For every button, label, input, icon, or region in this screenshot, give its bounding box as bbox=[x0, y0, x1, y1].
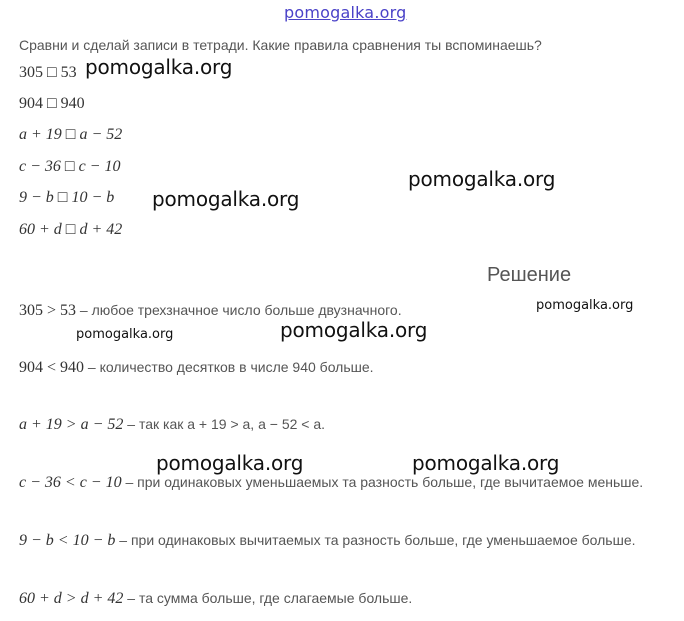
answer-1-text: – любое трехзначное число больше двузначного. bbox=[76, 302, 402, 318]
answer-6 bbox=[19, 590, 412, 608]
answer-5-text: – при одинаковых вычитаемых та разность больше, где уменьшаемое больше. bbox=[115, 532, 636, 548]
answer-6-text: – та сумма больше, где слагаемые больше. bbox=[123, 590, 413, 606]
watermark: pomogalka.org bbox=[412, 451, 560, 475]
expression-6: 60 + d □ d + 42 bbox=[19, 221, 123, 238]
answer-4-text: – при одинаковых уменьшаемых та разность больше, где вычитаемое меньше. bbox=[121, 474, 644, 490]
solution-title: Решение bbox=[487, 264, 572, 286]
answer-4-math: c − 36 < c − 10 bbox=[19, 474, 122, 491]
watermark: pomogalka.org bbox=[408, 167, 556, 191]
expression-1: 305 □ 53 bbox=[19, 64, 77, 81]
expression-5: 9 − b □ 10 − b bbox=[19, 189, 115, 206]
watermark: pomogalka.org bbox=[76, 327, 174, 342]
watermark: pomogalka.org bbox=[152, 187, 300, 211]
answer-2-text: – количество десятков в числе 940 больше. bbox=[84, 359, 374, 375]
answer-5 bbox=[19, 532, 636, 550]
expression-3: a + 19 □ a − 52 bbox=[19, 126, 123, 143]
answer-2-math: 904 < 940 bbox=[19, 359, 85, 376]
answer-3-text: – так как a + 19 > a, a − 52 < a. bbox=[123, 416, 326, 432]
answer-4 bbox=[19, 474, 643, 492]
answer-3 bbox=[19, 416, 325, 434]
watermark: pomogalka.org bbox=[536, 298, 634, 313]
site-link[interactable]: pomogalka.org bbox=[284, 3, 407, 22]
watermark: pomogalka.org bbox=[156, 451, 304, 475]
watermark: pomogalka.org bbox=[280, 318, 428, 342]
task-prompt: Сравни и сделай записи в тетради. Какие правила сравнения ты вспоминаешь? bbox=[19, 37, 542, 53]
answer-1-math: 305 > 53 bbox=[19, 302, 77, 319]
answer-3-math: a + 19 > a − 52 bbox=[19, 416, 124, 433]
watermark: pomogalka.org bbox=[85, 55, 233, 79]
expression-2: 904 □ 940 bbox=[19, 95, 85, 112]
answer-2 bbox=[19, 359, 374, 377]
answer-5-math: 9 − b < 10 − b bbox=[19, 532, 116, 549]
expression-4: c − 36 □ c − 10 bbox=[19, 158, 121, 175]
answer-6-math: 60 + d > d + 42 bbox=[19, 590, 124, 607]
